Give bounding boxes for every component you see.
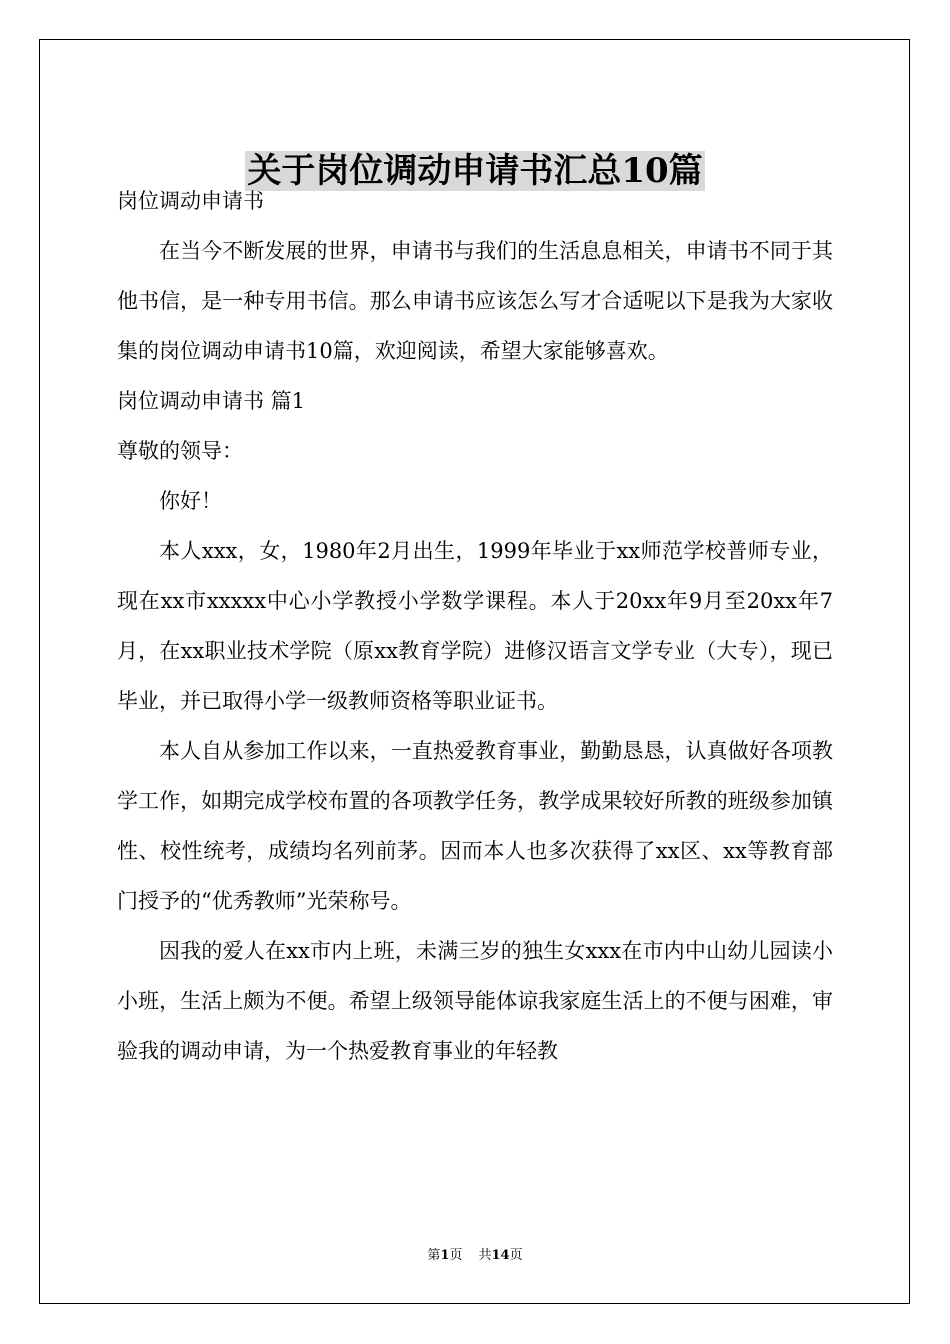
paragraph: 本人xxx，女，1980年2月出生，1999年毕业于xx师范学校普师专业，现在xx市xxxxx中心小学教授小学数学课程。本人于20xx年9月至20xx年7月，在xx职业技术学院（原xx教育学院）进修汉语言文学专业（大专），现已毕业，并已取得小学一级教师资格等职业证书。	[117, 539, 833, 713]
section-heading: 岗位调动申请书 篇1	[117, 389, 306, 413]
document-body	[117, 176, 833, 1076]
paragraph: 在当今不断发展的世界，申请书与我们的生活息息相关，申请书不同于其他书信，是一种专用书信。那么申请书应该怎么写才合适呢以下是我为大家收集的岗位调动申请书10篇，欢迎阅读，希望大家能够喜欢。	[117, 239, 833, 363]
page-footer	[0, 1246, 950, 1266]
salutation: 尊敬的领导：	[117, 439, 243, 463]
page-total: 14	[491, 1248, 510, 1263]
page-unit: 页	[449, 1248, 463, 1263]
paragraph: 本人自从参加工作以来，一直热爱教育事业，勤勤恳恳，认真做好各项教学工作，如期完成学校布置的各项教学任务，教学成果较好所教的班级参加镇性、校性统考，成绩均名列前茅。因而本人也多次获得了xx区、xx等教育部门授予的“优秀教师”光荣称号。	[117, 739, 833, 913]
total-prefix: 共	[478, 1248, 492, 1263]
page-current: 1	[440, 1248, 450, 1263]
document-title-text: 关于岗位调动申请书汇总10篇	[247, 150, 703, 191]
paragraph: 因我的爱人在xx市内上班，未满三岁的独生女xxx在市内中山幼儿园读小小班，生活上颇为不便。希望上级领导能体谅我家庭生活上的不便与困难，审验我的调动申请，为一个热爱教育事业的年轻教	[117, 939, 833, 1063]
page-prefix: 第	[427, 1248, 441, 1263]
total-unit: 页	[509, 1248, 523, 1263]
greeting: 你好！	[159, 489, 222, 513]
paragraph: 岗位调动申请书	[117, 189, 264, 213]
